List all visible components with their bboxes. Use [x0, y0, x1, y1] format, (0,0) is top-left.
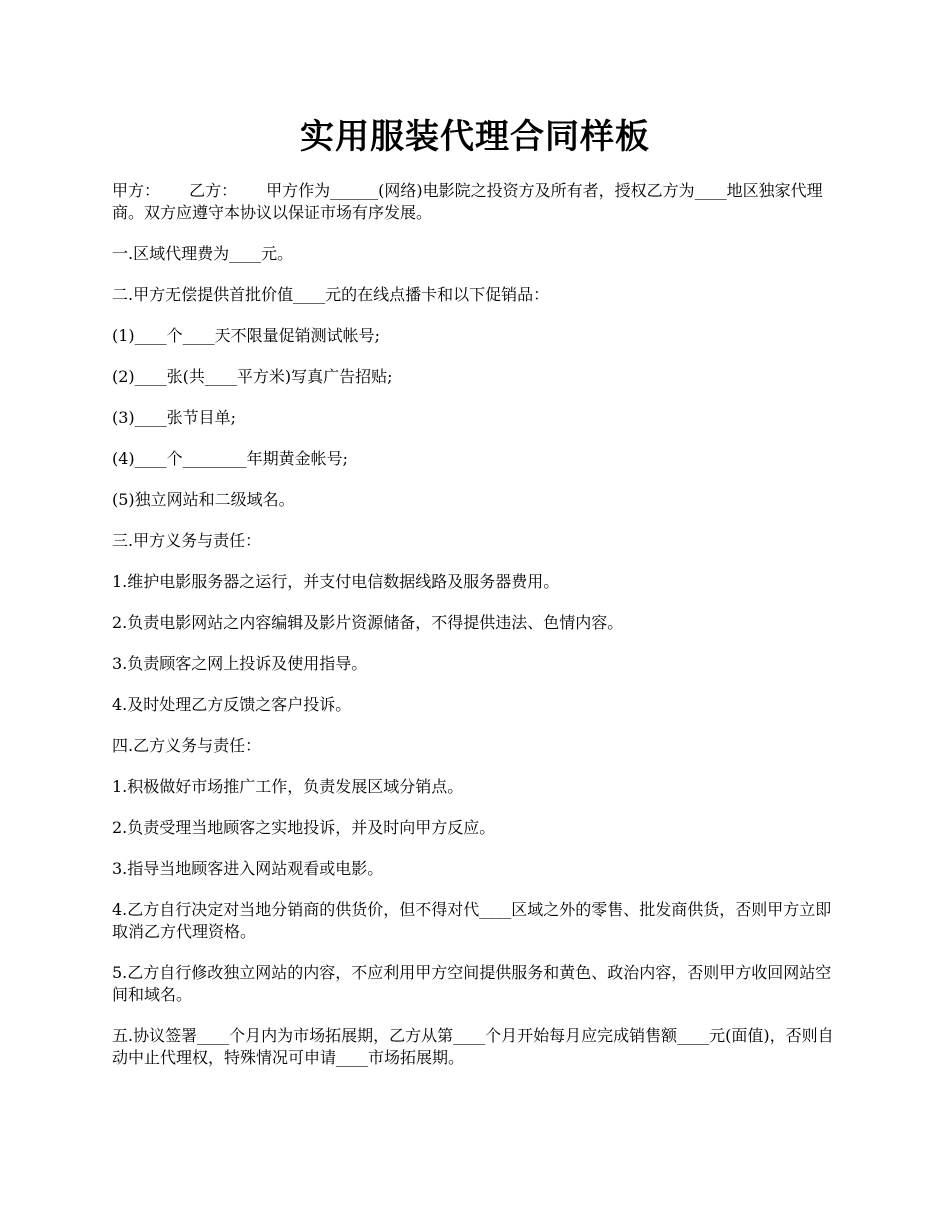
paragraph-party-b-duty-2: 2.负责受理当地顾客之实地投诉，并及时向甲方反应。 — [112, 818, 496, 837]
paragraph-section-1: 一.区域代理费为____元。 — [112, 244, 294, 263]
paragraph-item-4: (4)____个________年期黄金帐号; — [112, 449, 349, 468]
paragraph-section-5: 五.协议签署____个月内为市场拓展期，乙方从第____个月开始每月应完成销售额____元(面值)，否则自动中止代理权，特殊情况可申请____市场拓展期。 — [112, 1026, 834, 1067]
paragraph-item-1: (1)____个____天不限量促销测试帐号; — [112, 326, 381, 345]
paragraph-party-a-duty-3: 3.负责顾客之网上投诉及使用指导。 — [112, 654, 368, 673]
paragraph-item-2: (2)____张(共____平方米)写真广告招贴; — [112, 367, 393, 386]
paragraph-item-3: (3)____张节目单; — [112, 408, 237, 427]
paragraph-section-3: 三.甲方义务与责任： — [112, 531, 262, 550]
paragraph-parties: 甲方： 乙方： 甲方作为______(网络)电影院之投资方及所有者，授权乙方为____地区独家代理商。双方应遵守本协议以保证市场有序发展。 — [112, 181, 823, 222]
paragraph-party-a-duty-1: 1.维护电影服务器之运行，并支付电信数据线路及服务器费用。 — [112, 572, 560, 591]
paragraph-party-b-duty-3: 3.指导当地顾客进入网站观看或电影。 — [112, 859, 384, 878]
document-title: 实用服装代理合同样板 — [300, 117, 650, 157]
paragraph-party-a-duty-4: 4.及时处理乙方反馈之客户投诉。 — [112, 695, 352, 714]
paragraph-item-5: (5)独立网站和二级域名。 — [112, 490, 295, 509]
paragraph-section-2: 二.甲方无偿提供首批价值____元的在线点播卡和以下促销品： — [112, 285, 550, 304]
paragraph-party-b-duty-4: 4.乙方自行决定对当地分销商的供货价，但不得对代____区域之外的零售、批发商供货，否则甲方立即取消乙方代理资格。 — [112, 900, 832, 941]
paragraph-section-4: 四.乙方义务与责任： — [112, 736, 262, 755]
document-body — [112, 180, 836, 1088]
paragraph-party-b-duty-1: 1.积极做好市场推广工作，负责发展区域分销点。 — [112, 777, 464, 796]
paragraph-party-b-duty-5: 5.乙方自行修改独立网站的内容，不应利用甲方空间提供服务和黄色、政治内容，否则甲方收回网站空间和域名。 — [112, 963, 832, 1004]
paragraph-party-a-duty-2: 2.负责电影网站之内容编辑及影片资源储备，不得提供违法、色情内容。 — [112, 613, 624, 632]
